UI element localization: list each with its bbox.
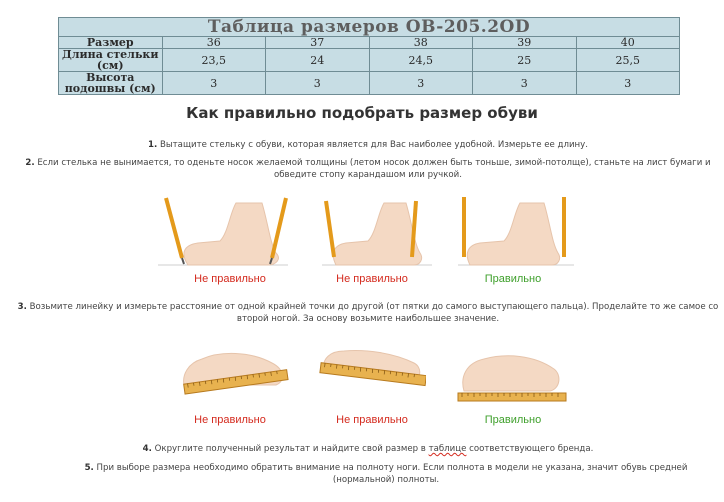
caption-wrong: Не правильно — [336, 414, 408, 426]
table-cell: 23,5 — [162, 49, 266, 72]
table-cell: 3 — [576, 72, 680, 95]
step-1 — [12, 139, 724, 151]
row-label: Высота подошвы (см) — [59, 72, 163, 95]
table-cell: 3 — [369, 72, 473, 95]
step-text: Если стелька не вынимается, то оденьте носок желаемой толщины (летом носок должен быть тоньше, зимой-потолще), станьте на лист бумаги и обведите стопу карандашом или ручкой. — [37, 158, 711, 180]
foot-ruler-right-image — [456, 347, 568, 407]
step-number: 4. — [142, 444, 152, 454]
table-row — [59, 37, 680, 49]
foot-pencil-wrong-1-image — [158, 193, 288, 273]
table-cell: 39 — [473, 37, 577, 49]
table-row — [59, 49, 680, 72]
step-number: 5. — [84, 463, 94, 473]
caption-right: Правильно — [484, 273, 542, 285]
step-text: Возьмите линейку и измерьте расстояние от одной крайней точки до другой (от пятки до самого выступающего пальца). Проделайте то же самое со второй ногой. За основу возьмите наибольшее значение. — [29, 302, 719, 324]
table-cell: 38 — [369, 37, 473, 49]
table-cell: 24,5 — [369, 49, 473, 72]
caption-wrong: Не правильно — [194, 414, 266, 426]
step-3 — [12, 301, 724, 325]
step-number: 2. — [25, 158, 35, 168]
step-number: 3. — [17, 302, 27, 312]
step-5 — [62, 462, 710, 486]
caption-right: Правильно — [484, 414, 542, 426]
table-cell: 3 — [473, 72, 577, 95]
table-cell: 25,5 — [576, 49, 680, 72]
step-number: 1. — [148, 140, 158, 150]
step-text: соответствующего бренда. — [466, 444, 594, 454]
table-cell: 25 — [473, 49, 577, 72]
step-text: При выборе размера необходимо обратить внимание на полноту ноги. Если полнота в модели не указана, значит обувь средней (нормальной) полноты. — [96, 463, 688, 485]
table-cell: 3 — [266, 72, 370, 95]
table-cell: 24 — [266, 49, 370, 72]
foot-ruler-wrong-1-image — [180, 345, 290, 403]
caption-wrong: Не правильно — [194, 273, 266, 285]
step-4 — [12, 443, 724, 455]
table-cell: 3 — [162, 72, 266, 95]
table-cell: 37 — [266, 37, 370, 49]
row-label: Длина стельки (см) — [59, 49, 163, 72]
foot-pencil-wrong-2-image — [322, 193, 432, 273]
foot-pencil-right-image — [458, 193, 574, 273]
table-link: таблице — [428, 444, 467, 454]
table-cell: 40 — [576, 37, 680, 49]
row-label: Размер — [59, 37, 163, 49]
size-table — [58, 17, 680, 95]
size-table-title: Таблица размеров OB-205.2OD — [59, 18, 680, 37]
page-heading: Как правильно подобрать размер обуви — [186, 104, 538, 122]
step-text: Округлите полученный результат и найдите свой размер в — [154, 444, 429, 454]
table-row — [59, 72, 680, 95]
pencil-icon — [166, 198, 182, 258]
caption-wrong: Не правильно — [336, 273, 408, 285]
step-text: Вытащите стельку с обуви, которая является для Вас наиболее удобной. Измерьте ее длину. — [160, 140, 588, 150]
step-2 — [12, 157, 724, 181]
foot-ruler-wrong-2-image — [318, 345, 426, 403]
table-cell: 36 — [162, 37, 266, 49]
